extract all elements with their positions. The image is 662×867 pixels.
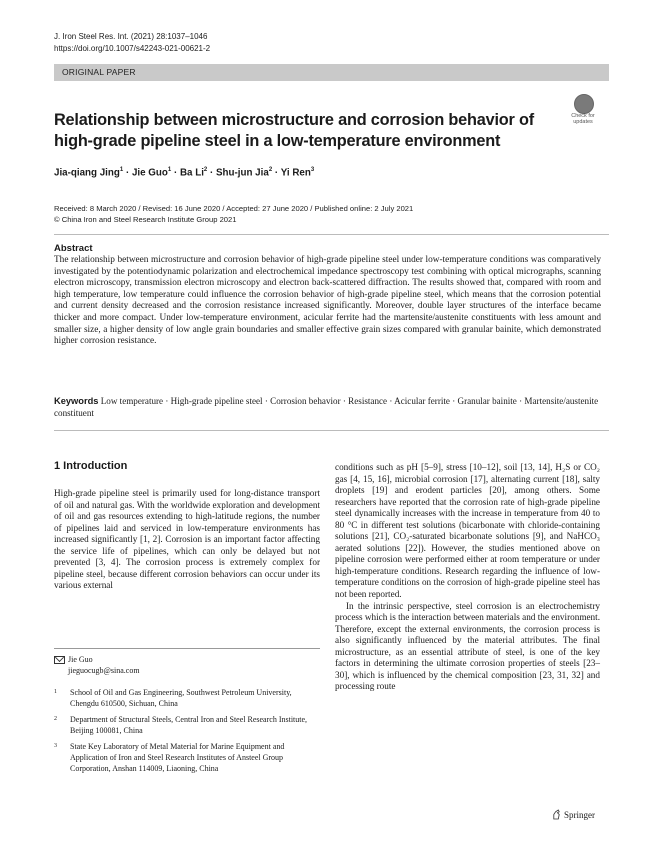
publication-dates: Received: 8 March 2020 / Revised: 16 June 2020 / Accepted: 27 June 2020 / Published online: 2 July 2021 [54, 204, 414, 213]
keywords-list: Low temperature · High-grade pipeline steel · Corrosion behavior · Resistance · Acicular ferrite · Granular bainite · Martensite/austenite constituent [54, 396, 599, 418]
author-separator: · [274, 167, 279, 179]
body-paragraph: conditions such as pH [5–9], stress [10–12], soil [13, 14], H₂S or CO₂ gas [4, 15, 16], microbial corrosion [17], alternating current [18], salty droplets [19] and erodent particles [20], among others. Some researchers have reported that the corrosion rate of high-grade pipeline steel dynamically increases with the increase in temperature from 40 to 80 °C in different test solutions (bicarbonate with chloride-containing solutions [21], CO₂-saturated bicarbonate solutions [9], and NaHCO₃ aerated solutions [22]). However, the studies mentioned above on pipeline corrosion were performed either at room temperature or under high-temperature conditions. Research regarding the influence of low-temperature conditions on the corrosion of high-grade pipeline steel has not been reported. [335, 462, 600, 600]
body-paragraph: High-grade pipeline steel is primarily used for long-distance transport of oil and natural gas. With the worldwide exploration and development of oil and gas resources extending to high-latitude regions, the number of pipelines laid and serviced in low-temperature environments has increased significantly [1, 2]. Corrosion is an important factor affecting the service life of pipelines, which can only be delayed but not prevented [3, 4]. The corrosion process is extremely complex for pipeline steel, because different corrosion behaviors can occur under its various external [54, 488, 320, 591]
corresponding-author-email[interactable]: jieguocugb@sina.com [68, 666, 140, 675]
affiliation-text: State Key Laboratory of Metal Material for Marine Equipment and Application of Iron and Steel Research Institutes of Ansteel Group Corporation, Anshan 114009, Liaoning, China [70, 742, 285, 773]
article-type-bar [54, 64, 609, 81]
affiliation [54, 687, 320, 711]
author-affiliation-marker: 2 [268, 167, 273, 173]
affiliation [54, 741, 320, 787]
author-affiliation-marker: 2 [203, 167, 208, 173]
body-column-right [335, 462, 600, 693]
abstract-heading: Abstract [54, 243, 93, 254]
author-affiliation-marker: 1 [119, 167, 124, 173]
keywords [54, 396, 601, 420]
keywords-heading: Keywords [54, 396, 99, 406]
affiliation [54, 714, 320, 738]
keywords-divider [54, 430, 609, 431]
affiliation-text: School of Oil and Gas Engineering, Southwest Petroleum University, Chengdu 610500, Sichuan, China [70, 688, 292, 708]
abstract-text: The relationship between microstructure and corrosion behavior of high-grade pipeline steel under low-temperature conditions was comparatively investigated by the potentiodynamic polarization and electrochemical impedance spectroscopy test combining with optical micrographs, scanning electron microscopy, transmission electron microscopy and electron back-scattered diffraction. The results showed that, compared with room and high temperature, low temperature could influence the corrosion behavior of high-grade pipeline steel, which means that the corrosion potential and current density decreased and the corrosion resistance increased significantly. Moreover, double layer structures of the interface became thicker and more compact. Under low-temperature environment, acicular ferrite had the martensite/austenite constituents with less amount and smaller size, a higher density of low angle grain boundaries and smaller effective grain sizes compared with granular bainite, which demonstrated higher corrosion resistance. [54, 255, 601, 347]
affiliation-number: 1 [54, 689, 57, 695]
article-title: Relationship between microstructure and corrosion behavior of high-grade pipeline steel in a low-temperature environment [54, 111, 534, 150]
section-heading-introduction: 1 Introduction [54, 460, 128, 472]
author-affiliation-marker: 1 [167, 167, 172, 173]
affiliation-number: 3 [54, 743, 57, 749]
check-updates-icon [574, 94, 594, 114]
affiliation-number: 2 [54, 716, 57, 722]
affiliation-text: Department of Structural Steels, Central Iron and Steel Research Institute, Beijing 100081, China [70, 715, 308, 735]
author-name[interactable]: Yi Ren [280, 167, 311, 179]
author-list [54, 167, 314, 178]
footnote-divider [54, 648, 320, 649]
author-separator: · [173, 167, 178, 179]
body-paragraph: In the intrinsic perspective, steel corrosion is an electrochemistry process which is the interaction between materials and the environment. Therefore, except the external environments, the corrosion process is also significantly influenced by the material attributes. The final microstructure, as an essential attribute of steel, is one of the key factors in determining the ultimate corrosion properties of steels [23–30], which is influenced by the chemical composition [23, 31, 32] and processing route [335, 600, 600, 692]
publisher-name: Springer [564, 810, 595, 820]
author-name[interactable]: Jia-qiang Jing [54, 167, 120, 179]
springer-horse-icon [552, 809, 561, 820]
author-name[interactable]: Shu-jun Jia [216, 167, 269, 179]
author-name[interactable]: Jie Guo [131, 167, 168, 179]
author-separator: · [125, 167, 130, 179]
check-updates-label: Check for updates [571, 113, 595, 125]
body-column-left [54, 488, 320, 592]
abstract-divider [54, 234, 609, 235]
publisher-logo [552, 809, 595, 820]
doi-link[interactable]: https://doi.org/10.1007/s42243-021-00621-2 [54, 44, 211, 53]
copyright-notice: © China Iron and Steel Research Institute Group 2021 [54, 215, 237, 224]
article-type-label: ORIGINAL PAPER [62, 67, 136, 77]
journal-citation: J. Iron Steel Res. Int. (2021) 28:1037–1046 [54, 32, 208, 41]
envelope-icon [54, 656, 65, 664]
corresponding-author-name: Jie Guo [68, 655, 93, 664]
author-affiliation-marker: 3 [310, 167, 315, 173]
author-separator: · [210, 167, 214, 179]
author-name[interactable]: Ba Li [179, 167, 204, 179]
check-for-updates-badge[interactable] [566, 94, 600, 128]
